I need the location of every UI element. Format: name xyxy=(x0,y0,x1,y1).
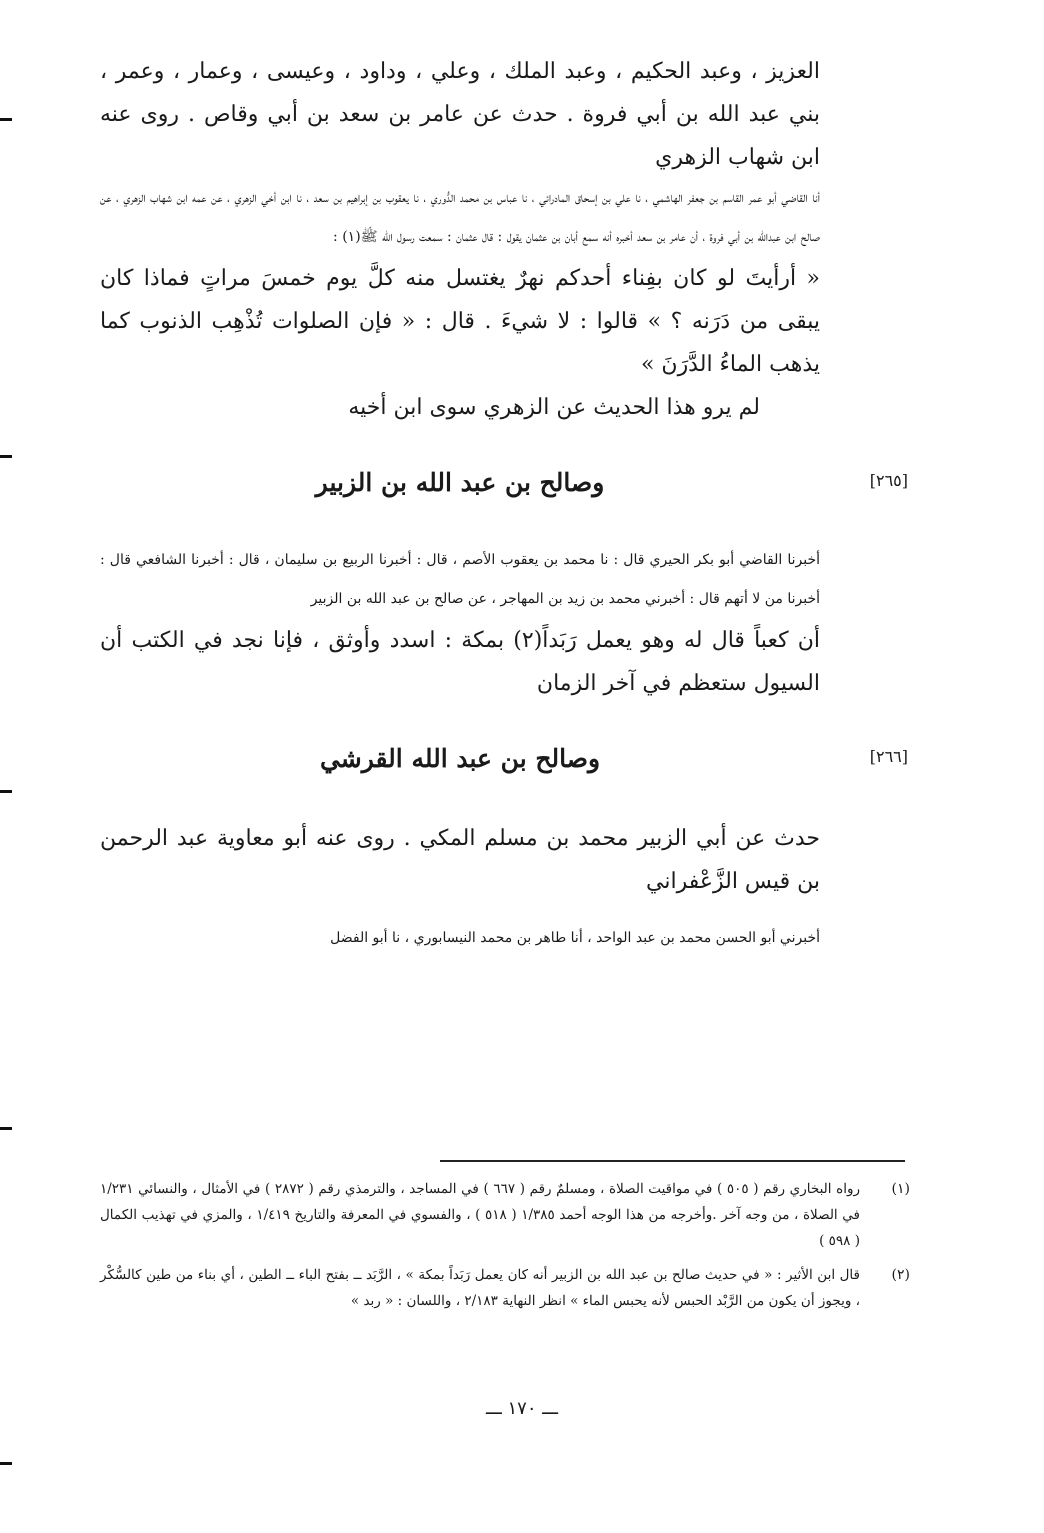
margin-mark xyxy=(0,1462,12,1465)
main-text xyxy=(100,50,908,958)
entry-266-text: حدث عن أبي الزبير محمد بن مسلم المكي . روى عنه أبو معاوية عبد الرحمن بن قيس الزَّعْفراني xyxy=(100,826,820,894)
footnote-divider xyxy=(440,1160,905,1162)
entry-265-isnad: أخبرنا القاضي أبو بكر الحيري قال : نا محمد بن يعقوب الأصم ، قال : أخبرنا الربيع بن سليمان ، قال : أخبرنا الشافعي قال : أخبرنا من لا أتهم قال : أخبرني محمد بن زيد بن المهاجر ، عن صالح بن عبد الله بن الزبير xyxy=(100,552,820,607)
entry-266-number: [٢٦٦] xyxy=(869,747,908,766)
entry-265-text: أن كعباً قال له وهو يعمل رَبَداً(٢) بمكة : اسدد وأوثق ، فإنا نجد في الكتب أن السيول ستعظم في آخر الزمان xyxy=(100,628,821,696)
footnote-2-number: (٢) xyxy=(891,1267,910,1283)
margin-mark xyxy=(0,455,12,458)
entry-266-heading xyxy=(100,739,908,783)
margin-mark xyxy=(0,790,12,793)
intro-isnad: أنا القاضي أبو عمر القاسم بن جعفر الهاشمي ، نا علي بن إسحاق المادرائي ، نا عباس بن محمد الدُّوري ، نا يعقوب بن إبراهيم بن سعد ، نا ابن أخي الزهري ، عن عمه ابن شهاب الزهري ، عن صالح ابن عبدالله بن أبي فروة ، أن عامر بن سعد أخبره أنه سمع أبان بن عثمان يقول : قال عثمان : سمعت رسول الله ﷺ(١) : xyxy=(100,190,820,245)
intro-paragraph: العزيز ، وعبد الحكيم ، وعبد الملك ، وعلي ، وداود ، وعيسى ، وعمار ، وعمر ، بني عبد الله بن أبي فروة . حدث عن عامر بن سعد بن أبي وقاص . روى عنه ابن شهاب الزهري xyxy=(100,59,820,170)
hadith-text: « أرأيتَ لو كان بفِناء أحدكم نهرٌ يغتسل منه كلَّ يوم خمسَ مراتٍ فماذا كان يبقى من دَرَنه ؟ » قالوا : لا شيءَ . قال : « فإن الصلوات تُذْهِب الذنوب كما يذهب الماءُ الدَّرَنَ » xyxy=(100,266,820,377)
footnote-2-text: قال ابن الأثير : « في حديث صالح بن عبد الله بن الزبير أنه كان يعمل رَبَداً بمكة » ، الرَّبَد ــ بفتح الباء ــ الطين ، أي بناء من طين كالسُّكْر ، ويجوز أن يكون من الرَّبْد الحبس لأنه يحبس الماء » انظر النهاية ٢/١٨٣ ، واللسان : « ربد » xyxy=(100,1267,860,1309)
entry-266-title: وصالح بن عبد الله القرشي xyxy=(319,744,601,773)
entry-266-isnad: أخبرني أبو الحسن محمد بن عبد الواحد ، أنا طاهر بن محمد النيسابوري ، نا أبو الفضل xyxy=(330,930,820,946)
entry-265-heading xyxy=(100,463,908,507)
entry-265-title: وصالح بن عبد الله بن الزبير xyxy=(315,468,605,497)
footnote-2 xyxy=(100,1262,910,1314)
footnote-1 xyxy=(100,1176,910,1254)
footnote-1-text: رواه البخاري رقم ( ٥٠٥ ) في مواقيت الصلاة ، ومسلمٌ رقم ( ٦٦٧ ) في المساجد ، والترمذي رقم ( ٢٨٧٢ ) في الأمثال ، والنسائي ١/٢٣١ في الصلاة ، من وجه آخر .وأخرجه من هذا الوجه أحمد ١/٣٨٥ ( ٥١٨ ) ، والفسوي في المعرفة والتاريخ ١/٤١٩ ، والمزي في تهذيب الكمال ( ٥٩٨ ) xyxy=(100,1181,860,1249)
footnotes xyxy=(100,1176,910,1322)
entry-265-number: [٢٦٥] xyxy=(869,471,908,490)
margin-mark xyxy=(0,1127,12,1130)
margin-mark xyxy=(0,118,12,121)
footnote-1-number: (١) xyxy=(891,1181,910,1197)
page-number: ـــ ١٧٠ ـــ xyxy=(485,1398,559,1419)
intro-closing: لم يرو هذا الحديث عن الزهري سوى ابن أخيه xyxy=(348,395,760,420)
